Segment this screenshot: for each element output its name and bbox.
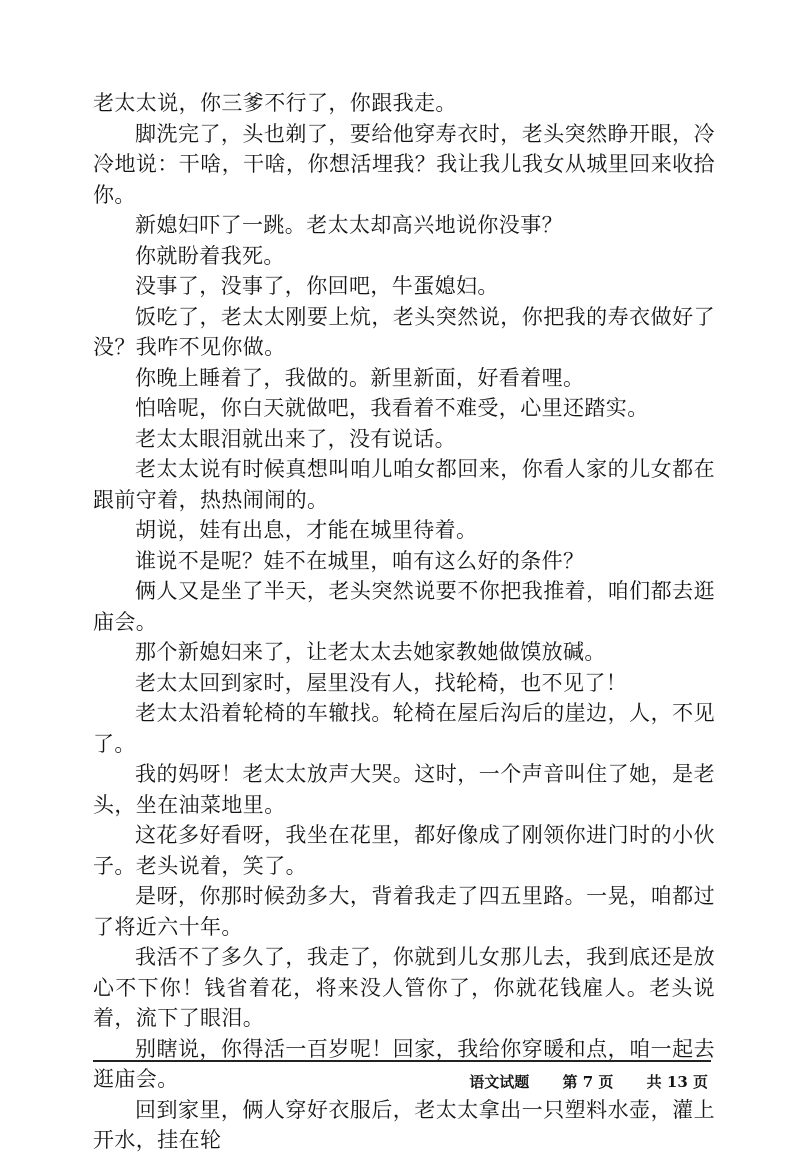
paragraph: 你就盼着我死。 [135, 243, 285, 268]
paragraph: 别瞎说，你得活一百岁呢！回家，我给你穿暖和点，咱一起去逛庙会。 [93, 1036, 715, 1091]
paragraph: 谁说不是呢？娃不在城里，咱有这么好的条件？ [135, 548, 585, 573]
paragraph: 老太太沿着轮椅的车辙找。轮椅在屋后沟后的崖边，人，不见了。 [93, 701, 715, 756]
paragraph: 老太太回到家时，屋里没有人，找轮椅，也不见了！ [135, 670, 628, 695]
page-footer [469, 1071, 708, 1092]
paragraph: 老太太眼泪就出来了，没有说话。 [135, 426, 456, 451]
footer-subject: 语文试题 [469, 1073, 530, 1091]
paragraph: 没事了，没事了，你回吧，牛蛋媳妇。 [135, 274, 499, 298]
paragraph: 俩人又是坐了半天，老头突然说要不你把我推着，咱们都去逛庙会。 [93, 579, 715, 634]
paragraph: 饭吃了，老太太刚要上炕，老头突然说，你把我的寿衣做好了没？我咋不见你做。 [93, 304, 715, 359]
footer-total-pages: 共 13 页 [646, 1073, 708, 1091]
paragraph: 新媳妇吓了一跳。老太太却高兴地说你没事？ [135, 213, 563, 237]
paragraph: 老太太说，你三爹不行了，你跟我走。 [93, 91, 457, 115]
paragraph: 回到家里，俩人穿好衣服后，老太太拿出一只塑料水壶，灌上开水，挂在轮 [93, 1097, 715, 1152]
paragraph: 那个新媳妇来了，让老太太去她家教她做馍放碱。 [135, 640, 606, 664]
paragraph: 怕啥呢，你白天就做吧，我看着不难受，心里还踏实。 [135, 396, 649, 420]
paragraph: 是呀，你那时候劲多大，背着我走了四五里路。一晃，咱都过了将近六十年。 [93, 884, 715, 939]
paragraph: 你晚上睡着了，我做的。新里新面，好看着哩。 [135, 365, 585, 390]
paragraph: 胡说，娃有出息，才能在城里待着。 [135, 518, 478, 542]
paragraph: 我活不了多久了，我走了，你就到儿女那儿去，我到底还是放心不下你！钱省着花，将来没人管你了，你就花钱雇人。老头说着，流下了眼泪。 [93, 945, 715, 1030]
story-text [93, 88, 715, 1156]
paragraph: 我的妈呀！老太太放声大哭。这时，一个声音叫住了她，是老头，坐在油菜地里。 [93, 762, 715, 817]
paragraph: 老太太说有时候真想叫咱儿咱女都回来，你看人家的儿女都在跟前守着，热热闹闹的。 [93, 457, 715, 512]
footer-page-number: 第 7 页 [562, 1073, 614, 1091]
paragraph: 脚洗完了，头也剃了，要给他穿寿衣时，老头突然睁开眼，冷冷地说：干啥，干啥，你想活埋我？我让我儿我女从城里回来收拾你。 [93, 121, 715, 207]
paragraph: 这花多好看呀，我坐在花里，都好像成了刚领你进门时的小伙子。老头说着，笑了。 [93, 823, 715, 878]
footer-rule [93, 1060, 711, 1062]
